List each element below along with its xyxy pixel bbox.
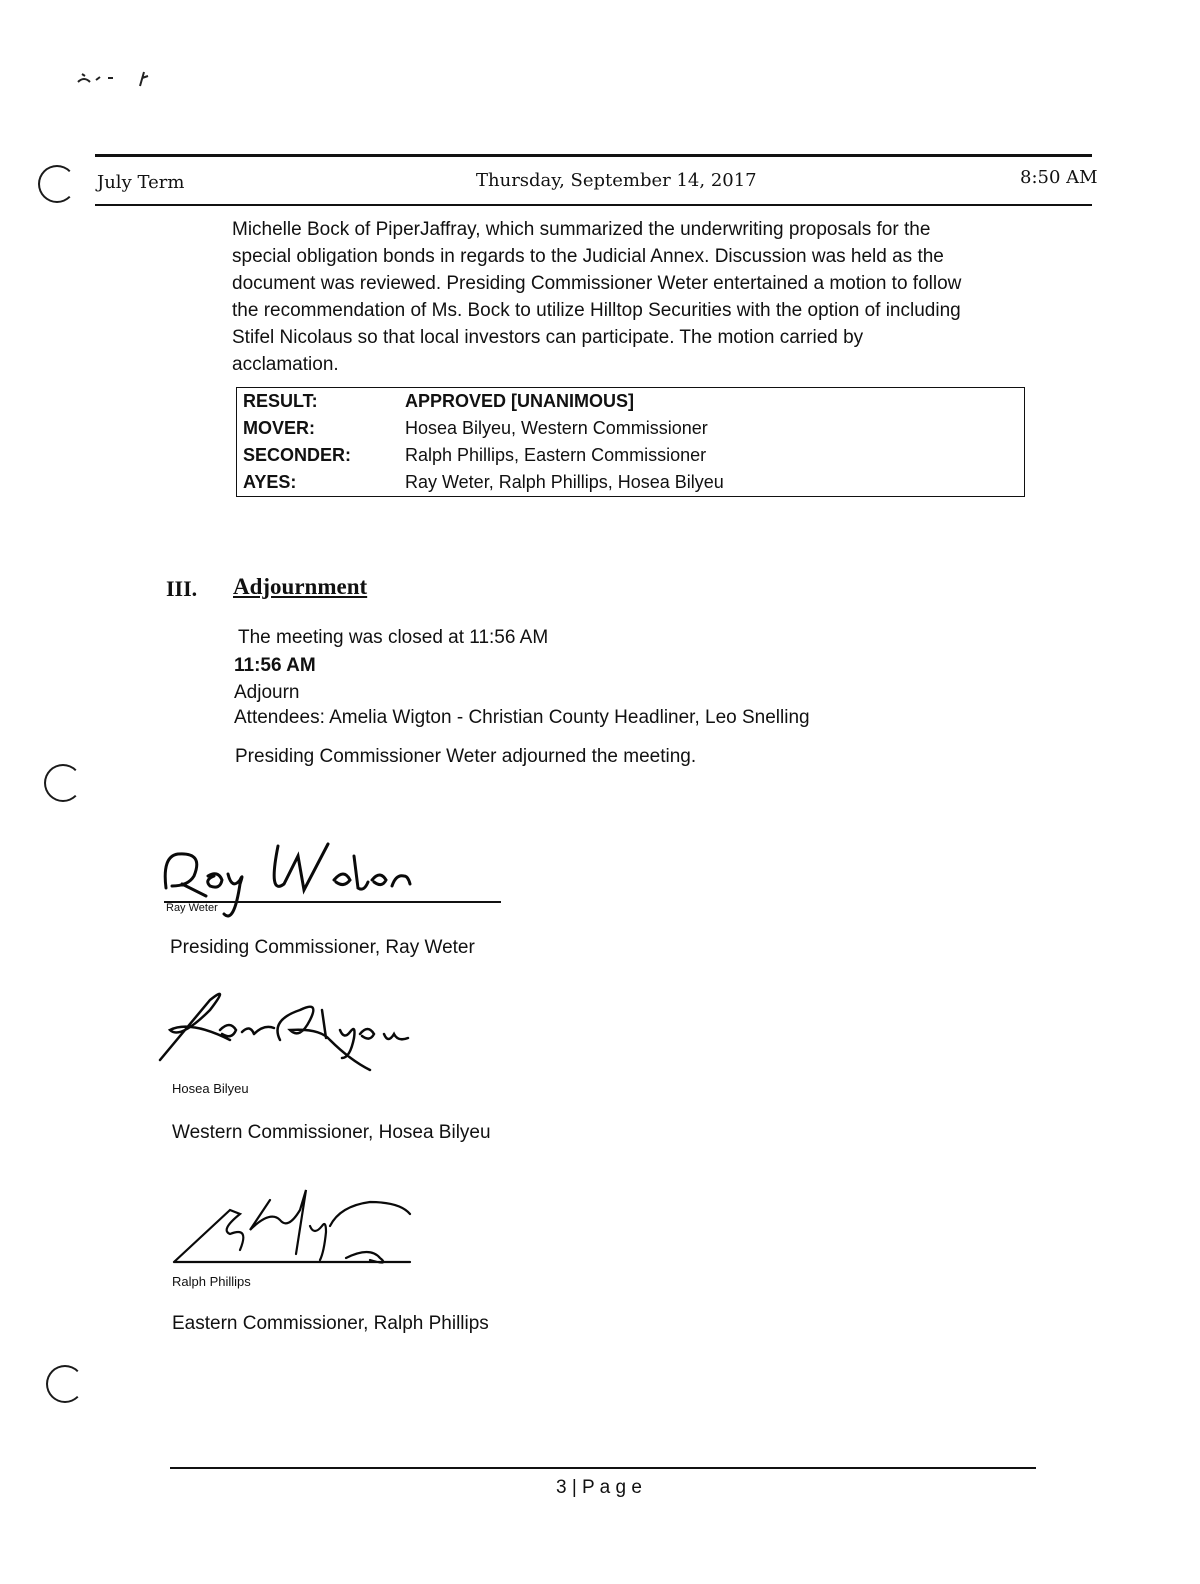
- punch-hole-top: [38, 165, 76, 203]
- signer-small-name: Ray Weter: [166, 902, 218, 914]
- ayes-label: AYES:: [243, 472, 297, 492]
- signer-title: Western Commissioner, Hosea Bilyeu: [172, 1122, 491, 1143]
- mover-label: MOVER:: [243, 418, 315, 438]
- table-row: [237, 388, 1025, 416]
- result-label: RESULT:: [243, 391, 318, 411]
- seconder-label: SECONDER:: [243, 445, 352, 465]
- signature-ray-weter: [158, 836, 438, 928]
- paragraph-line: acclamation.: [232, 354, 339, 375]
- punch-hole-middle: [44, 764, 82, 802]
- section-number: III.: [166, 576, 198, 601]
- section-title: Adjournment: [233, 574, 368, 599]
- seconder-value: Ralph Phillips, Eastern Commissioner: [405, 445, 707, 465]
- paragraph-line: document was reviewed. Presiding Commissioner Weter entertained a motion to follow: [232, 273, 962, 294]
- punch-hole-bottom: [46, 1365, 84, 1403]
- signer-small-name: Ralph Phillips: [172, 1274, 251, 1289]
- table-row: [237, 469, 1025, 497]
- paragraph-line: Michelle Bock of PiperJaffray, which summarized the underwriting proposals for the: [232, 219, 931, 240]
- header-term: July Term: [97, 172, 185, 193]
- signature-ralph-phillips: [170, 1170, 420, 1270]
- page-number: 3 | P a g e: [556, 1477, 642, 1498]
- paragraph-line: Stifel Nicolaus so that local investors can participate. The motion carried by: [232, 327, 864, 348]
- mover-value: Hosea Bilyeu, Western Commissioner: [405, 418, 708, 438]
- header-top-rule: [95, 154, 1092, 157]
- result-value: APPROVED [UNANIMOUS]: [405, 391, 635, 411]
- closing-statement: Presiding Commissioner Weter adjourned the meeting.: [235, 746, 697, 767]
- meeting-closed-text: The meeting was closed at 11:56 AM: [238, 627, 549, 648]
- attendees-text: Attendees: Amelia Wigton - Christian County Headliner, Leo Snelling: [234, 707, 810, 728]
- scan-noise-mark: [74, 66, 164, 90]
- paragraph-line: the recommendation of Ms. Bock to utilize Hilltop Securities with the option of including: [232, 300, 961, 321]
- signer-title: Presiding Commissioner, Ray Weter: [170, 937, 475, 958]
- paragraph-line: special obligation bonds in regards to the Judicial Annex. Discussion was held as the: [232, 246, 944, 267]
- signature-hosea-bilyeu: [150, 980, 450, 1080]
- header-bottom-rule: [95, 204, 1092, 206]
- header-date: Thursday, September 14, 2017: [476, 170, 757, 191]
- table-row: [237, 442, 1025, 469]
- vote-result-table: [236, 387, 1025, 497]
- body-paragraph: [232, 216, 1032, 378]
- adjourn-action: Adjourn: [234, 682, 300, 703]
- signer-title: Eastern Commissioner, Ralph Phillips: [172, 1313, 489, 1334]
- header-time: 8:50 AM: [1020, 167, 1098, 188]
- signer-small-name: Hosea Bilyeu: [172, 1081, 249, 1096]
- footer-rule: [170, 1467, 1036, 1469]
- table-row: [237, 415, 1025, 442]
- closing-time: 11:56 AM: [234, 655, 316, 676]
- ayes-value: Ray Weter, Ralph Phillips, Hosea Bilyeu: [405, 472, 724, 492]
